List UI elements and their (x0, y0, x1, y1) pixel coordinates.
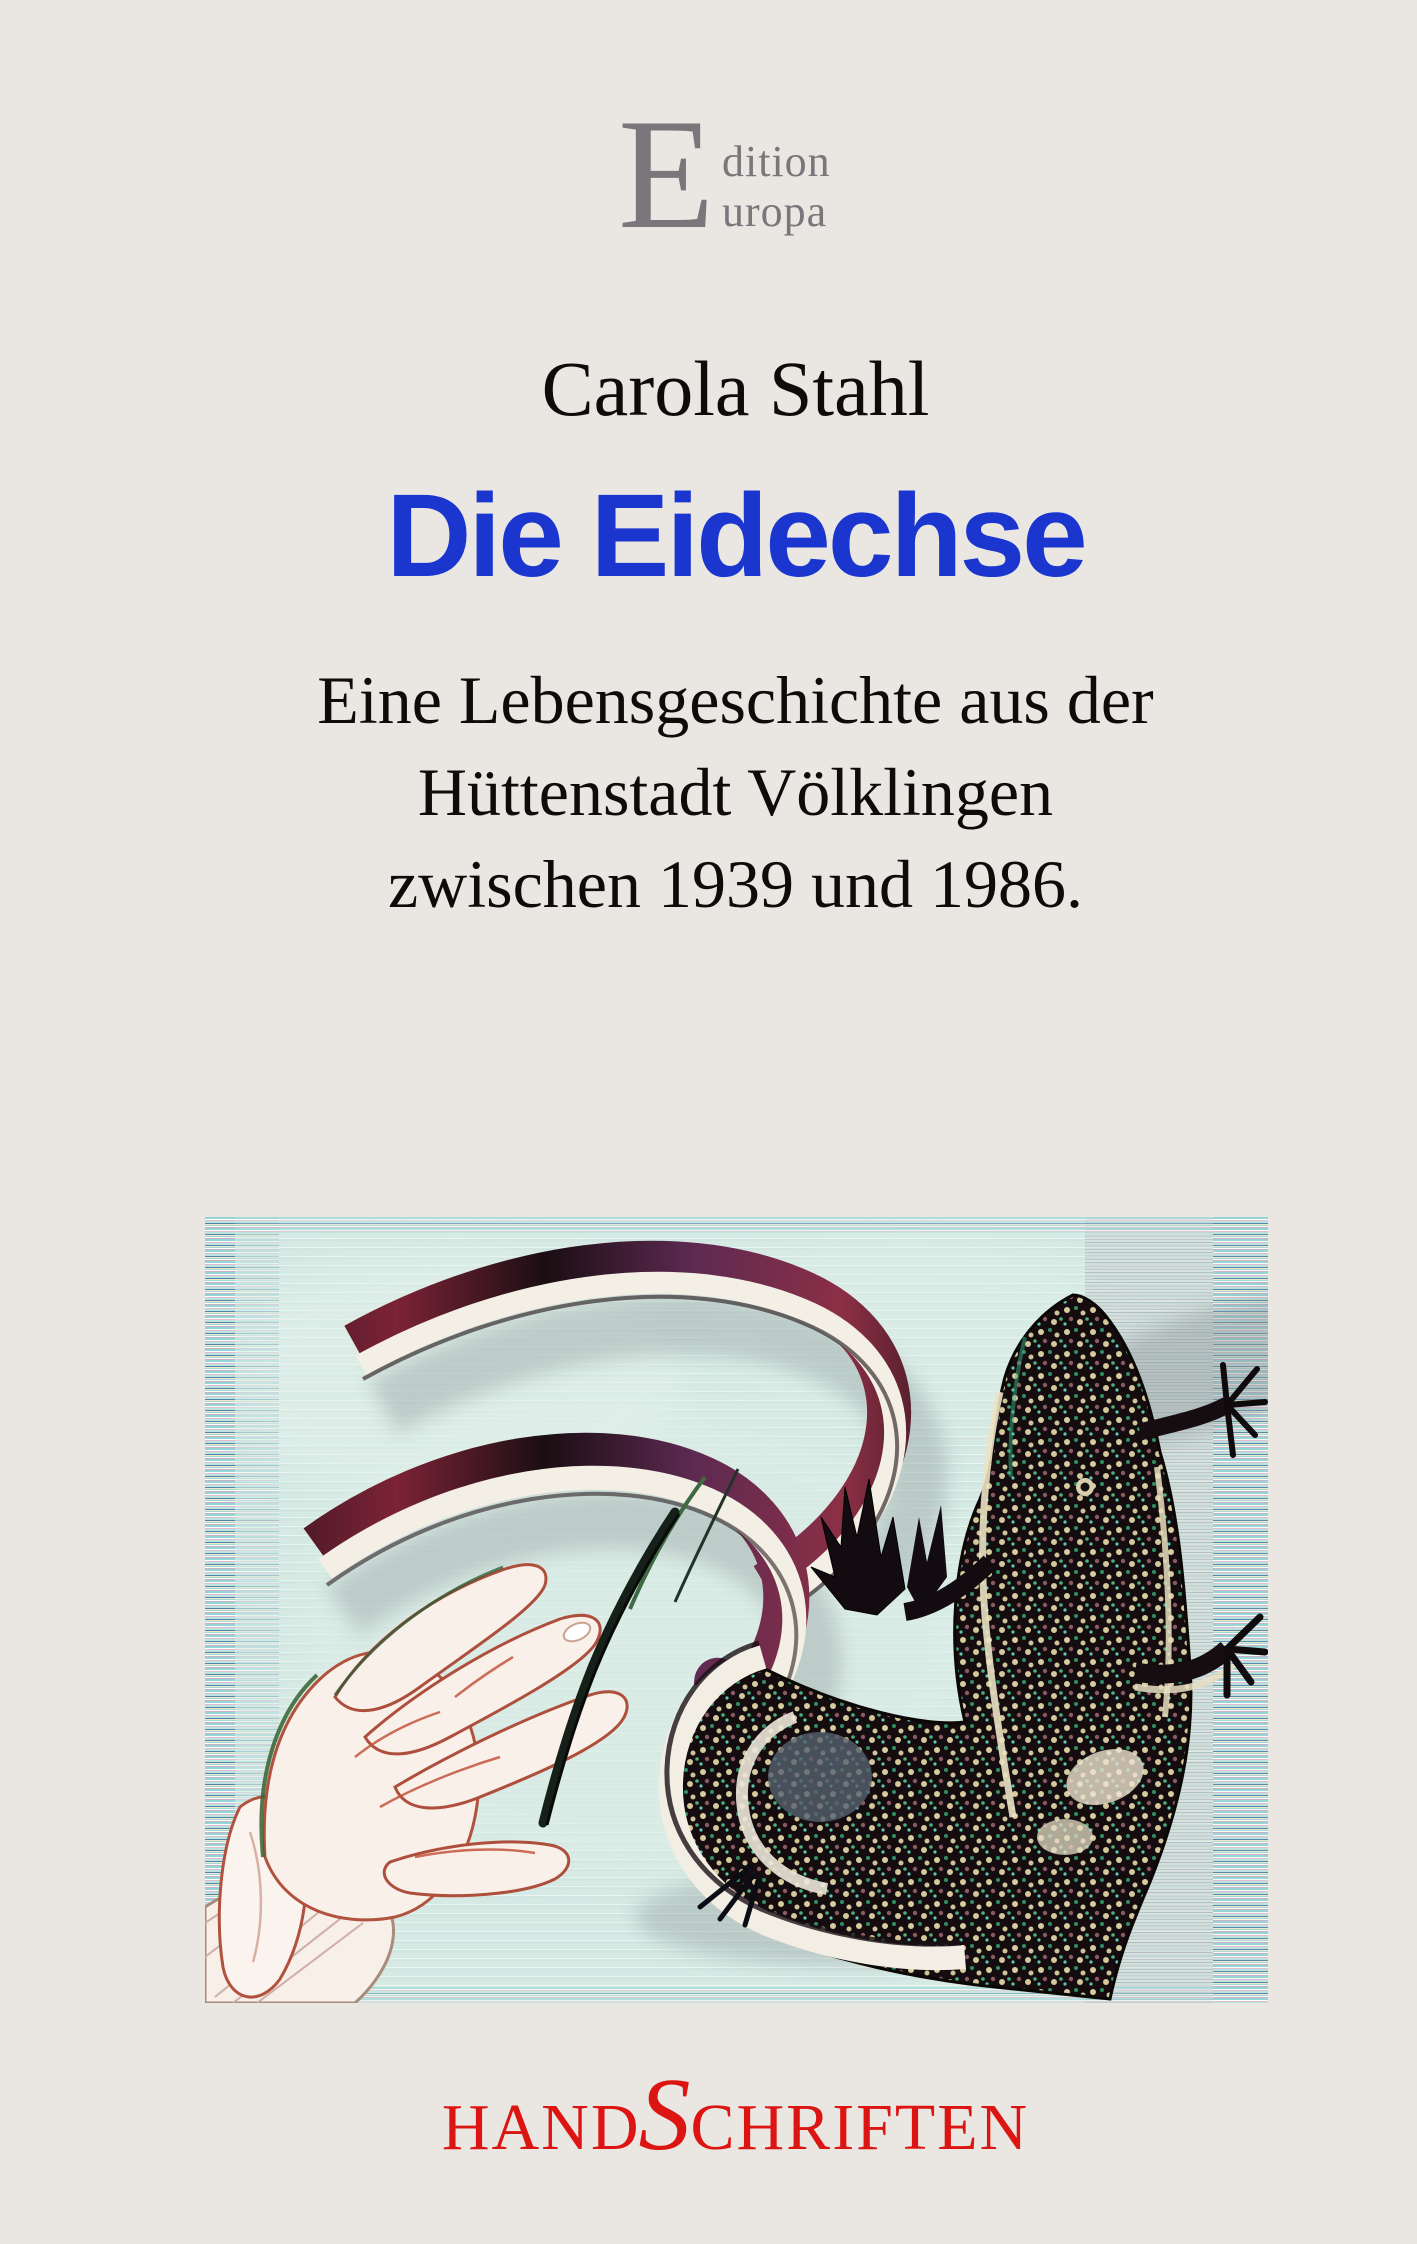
author-name: Carola Stahl (541, 345, 930, 432)
subtitle-line-2: Hüttenstadt Völklingen (417, 754, 1054, 830)
subtitle-line-1: Eine Lebensgeschichte aus der (317, 662, 1154, 738)
imprint-prefix: HAND (441, 2091, 641, 2164)
publisher-logo-word-top: dition (722, 137, 831, 186)
publisher-logo-word-bottom: uropa (722, 187, 828, 236)
cover-art (205, 1217, 1268, 2003)
publisher-logo-words (722, 137, 831, 237)
publisher-logo-initial: E (618, 87, 715, 262)
imprint-initial: S (638, 2057, 693, 2172)
imprint-wordmark (27, 2057, 1417, 2202)
imprint-suffix: CHRIFTEN (690, 2091, 1030, 2164)
book-title: Die Eidechse (386, 470, 1085, 602)
hand-holding-lizard-illustration (205, 1217, 1268, 2003)
subtitle (27, 654, 1417, 930)
subtitle-line-3: zwischen 1939 und 1986. (387, 846, 1083, 922)
